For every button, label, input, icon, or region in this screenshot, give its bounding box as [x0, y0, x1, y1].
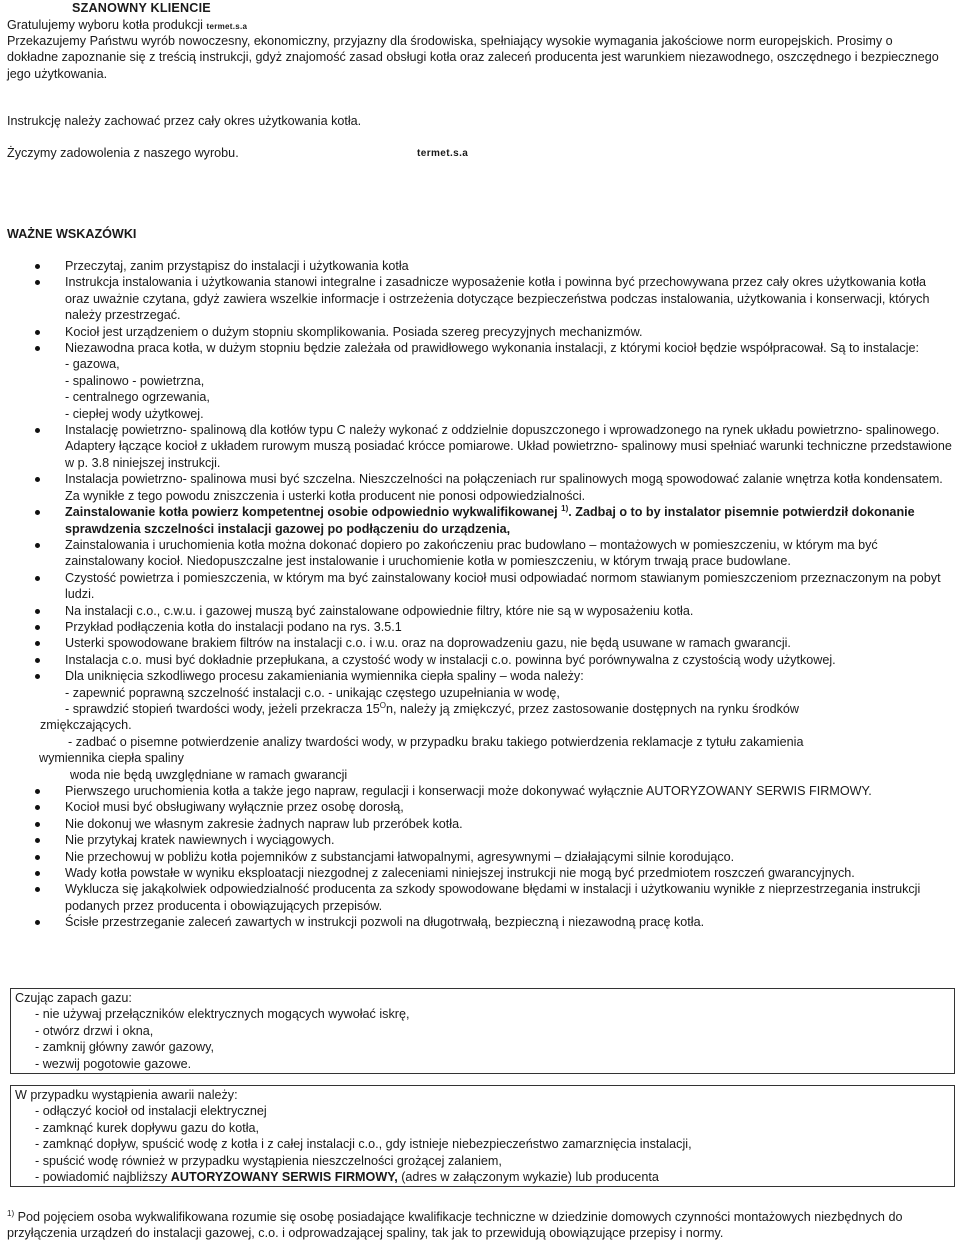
list-item: Przykład podłączenia kotła do instalacji podano na rys. 3.5.1: [7, 619, 952, 635]
congrats-text: Gratulujemy wyboru kotła produkcji: [7, 18, 207, 32]
bullet-icon: [35, 510, 40, 515]
list-item: Przeczytaj, zanim przystąpisz do instalacji i użytkowania kotła: [7, 258, 952, 274]
gas-box-title: Czując zapach gazu:: [15, 991, 132, 1005]
list-item: Instrukcja instalowania i użytkowania stanowi integralne i zasadnicze wyposażenie kotła i powinna być przechowywana przez cały okres użytkowania kotła oraz uważnie czytana, gdyż zawiera wszelkie informacje i ostrzeżenia dotyczące bezpieczeństwa podczas instalowania, użytkowania i konserwacji, których należy przestrzegać.: [7, 274, 952, 323]
bullet-icon: [35, 855, 40, 860]
list-item: Wady kotła powstałe w wyniku eksploatacji niezgodnej z zaleceniami niniejszej instrukcji nie mogą być przedmiotem roszczeń gwarancyjnych.: [7, 865, 952, 881]
list-item: Kocioł musi być obsługiwany wyłącznie przez osobę dorosłą,: [7, 799, 952, 815]
list-item: Zainstalowanie kotła powierz kompetentnej osobie odpowiednio wykwalifikowanej $^{1)}$. Zadbaj o to by instalator pisemnie potwierdził dokonanie sprawdzenia szczelności instalacji gazowej po podłączeniu do urządzenia,: [7, 504, 952, 537]
water-step: - zapewnić poprawną szczelność instalacji c.o. - unikając częstego uzupełniania w wodę,: [65, 685, 560, 700]
bullet-icon: [35, 822, 40, 827]
failure-box-item: - zamknąć kurek dopływu gazu do kotła,: [35, 1120, 260, 1135]
bullet-icon: [35, 330, 40, 335]
water-step: woda nie będą uwzględniane w ramach gwarancji: [70, 767, 348, 782]
list-item: Nie przechowuj w pobliżu kotła pojemników z substancjami łatwopalnymi, agresywnymi – działającymi silnie korodująco.: [7, 849, 952, 865]
bullet-icon: [35, 625, 40, 630]
bullet-icon: [35, 838, 40, 843]
failure-box-item: - zamknąć dopływ, spuścić wodę z kotła i z całej instalacji c.o., gdy istnieje niebezpieczeństwo zamarznięcia instalacji,: [35, 1137, 692, 1152]
bullet-icon: [35, 920, 40, 925]
gas-box-item: - wezwij pogotowie gazowe.: [35, 1056, 192, 1071]
bullet-icon: [35, 543, 40, 548]
bullet-icon: [35, 641, 40, 646]
bullet-icon: [35, 805, 40, 810]
bullet-icon: [35, 609, 40, 614]
list-item: Usterki spowodowane brakiem filtrów na instalacji c.o. i w.u. oraz na doprowadzeniu gazu, nie będą usuwane w ramach gwarancji.: [7, 635, 952, 651]
list-item: Na instalacji c.o., c.w.u. i gazowej muszą być zainstalowane odpowiednie filtry, które nie są w wyposażeniu kotła.: [7, 603, 952, 619]
wishes-text: Życzymy zadowolenia z naszego wyrobu.: [7, 146, 239, 160]
list-item: Pierwszego uruchomienia kotła a także jego napraw, regulacji i konserwacji może dokonywać wyłącznie AUTORYZOWANY SERWIS FIRMOWY.: [7, 783, 952, 799]
gas-box-item: - nie używaj przełączników elektrycznych mogących wywołać iskrę,: [35, 1007, 410, 1022]
bullet-icon: [35, 346, 40, 351]
installation-type: - gazowa,: [65, 357, 120, 372]
installation-type: - centralnego ogrzewania,: [65, 390, 210, 405]
list-item: Zainstalowania i uruchomienia kotła można dokonać dopiero po zakończeniu prac budowlano – montażowych w pomieszczeniu, w którym ma być zainstalowany kocioł. Niedopuszczalne jest instalowanie i uruchomienie kotła w pomieszczeniu, w którym trwają prace budowlane.: [7, 537, 952, 570]
list-item: Instalację powietrzno- spalinową dla kotłów typu C należy wykonać z oddzielnie dopuszczonego i wprowadzonego na rynek układu powietrzno- spalinowego. Adaptery łączące kocioł z układem rurowym muszą posiadać krócce pomiarowe. Układ powietrzno- spalinowy musi spełniać warunki techniczne przedstawione w p. 3.8 niniejszej instrukcji.: [7, 422, 952, 471]
gas-box-item: - otwórz drzwi i okna,: [35, 1023, 154, 1038]
list-item: Instalacja powietrzno- spalinowa musi być szczelna. Nieszczelności na połączeniach rur spalinowych mogą spowodować zalanie wnętrza kotła kondensatem. Za wynikłe z tego powodu zniszczenia i usterki kotła producent nie ponosi odpowiedzialności.: [7, 471, 952, 504]
failure-box-title: W przypadku wystąpienia awarii należy:: [15, 1088, 238, 1102]
important-tips-list: [7, 258, 952, 931]
footnote-marker: 1): [7, 1208, 15, 1218]
bullet-icon: [35, 264, 40, 269]
bullet-icon: [35, 658, 40, 663]
list-item: Czystość powietrza i pomieszczenia, w którym ma być zainstalowany kocioł musi odpowiadać normom stawianym pomieszczeniom przeznaczonym na pobyt ludzi.: [7, 570, 952, 603]
gas-smell-box: [10, 988, 955, 1074]
keep-instructions-text: Instrukcję należy zachować przez cały okres użytkowania kotła.: [7, 114, 362, 128]
water-step: - sprawdzić stopień twardości wody, jeżeli przekracza $15^On$, należy ją zmiękczyć, przez zastosowanie dostępnych na rynku środków: [65, 700, 799, 716]
list-item: Ścisłe przestrzeganie zaleceń zawartych w instrukcji pozwoli na długotrwałą, bezpieczną i niezawodną pracę kotła.: [7, 914, 952, 930]
failure-box-item: - powiadomić najbliższy AUTORYZOWANY SERWIS FIRMOWY, (adres w załączonym wykazie) lub producenta: [35, 1170, 659, 1185]
list-item: Wyklucza się jakąkolwiek odpowiedzialność producenta za szkody spowodowane błędami w instalacji i użytkowaniu wynikłe z nieprzestrzegania instrukcji podanych przez producenta i obowiązujących przepisów.: [7, 881, 952, 914]
gas-box-item: - zamknij główny zawór gazowy,: [35, 1040, 214, 1055]
bullet-icon: [35, 477, 40, 482]
brand-logo-small: termet.s.a: [206, 22, 248, 31]
failure-box-item: - odłączyć kocioł od instalacji elektrycznej: [35, 1104, 267, 1119]
water-step: - zadbać o pisemne potwierdzenie analizy twardości wody, w przypadku braku takiego potwierdzenia reklamacje z tytułu zakamienia: [68, 734, 804, 749]
section-heading: WAŻNE WSKAZÓWKI: [7, 227, 137, 241]
installation-type: - spalinowo - powietrzna,: [65, 373, 205, 388]
bullet-icon: [35, 887, 40, 892]
bullet-icon: [35, 576, 40, 581]
list-item: Dla uniknięcia szkodliwego procesu zakamieniania wymiennika ciepła spaliny – woda należy: - zapewnić poprawną szczelność instalacji c.o. - unikając częstego uzupełniania w wodę, - sprawdzić stopień twardości wody, jeżeli przekracza $15^On$, należy ją zmiękczyć, przez zastosowanie dostępnych na rynku środków zmiękczających. - zadbać o pisemne potwierdzenie analizy twardości wody, w przypadku braku takiego potwierdzenia reklamacje z tytułu zakamienia wymiennika ciepła spaliny woda nie będą uwzględniane w ramach gwarancji: [7, 668, 952, 783]
footnote: [7, 1209, 952, 1242]
list-item: Instalacja c.o. musi być dokładnie przepłukana, a czystość wody w instalacji c.o. powinna być porównywalna z czystością wody użytkowej.: [7, 652, 952, 668]
footnote-ref: 1): [561, 503, 569, 513]
list-item: Nie przytykaj kratek nawiewnych i wyciągowych.: [7, 832, 952, 848]
bullet-icon: [35, 674, 40, 679]
water-step-cont: zmiękczających.: [40, 718, 132, 733]
footnote-text: Pod pojęciem osoba wykwalifikowana rozumie się osobę posiadające kwalifikacje techniczne w dziedzinie domowych czynności montażowych niezbędnych do przyłączenia urządzeń do instalacji gazowej, c.o. i odprowadzającej spaliny, tak jak to przewidują obowiązujące przepisy i normy.: [7, 1210, 903, 1241]
water-step-cont: wymiennika ciepła spaliny: [39, 751, 184, 766]
failure-box-item: - spuścić wodę również w przypadku wystąpienia nieszczelności grożącej zalaniem,: [35, 1153, 502, 1168]
list-item: Niezawodna praca kotła, w dużym stopniu będzie zależała od prawidłowego wykonania instalacji, z którymi kocioł będzie współpracował. Są to instalacje: - gazowa, - spalinowo - powietrzna, - centralnego ogrzewania, - ciepłej wody użytkowej.: [7, 340, 952, 422]
page-title: SZANOWNY KLIENCIE: [72, 1, 211, 15]
bullet-icon: [35, 280, 40, 285]
list-item: Nie dokonuj we własnym zakresie żadnych napraw lub przeróbek kotła.: [7, 816, 952, 832]
bullet-icon: [35, 428, 40, 433]
bullet-icon: [35, 789, 40, 794]
installation-type: - ciepłej wody użytkowej.: [65, 406, 204, 421]
brand-logo-large: termet.s.a: [417, 148, 469, 159]
intro-paragraph: Przekazujemy Państwu wyrób nowoczesny, ekonomiczny, przyjazny dla środowiska, spełniający wysokie wymagania jakościowe norm europejskich. Prosimy o dokładne zapoznanie się z treścią instrukcji, gdyż znajomość zasad obsługi kotła oraz zaleceń producenta jest warunkiem niezawodnego, oszczędnego i bezpiecznego jego użytkowania.: [7, 34, 939, 81]
failure-box: [10, 1085, 955, 1187]
list-item: Kocioł jest urządzeniem o dużym stopniu skomplikowania. Posiada szereg precyzyjnych mechanizmów.: [7, 324, 952, 340]
bullet-icon: [35, 871, 40, 876]
